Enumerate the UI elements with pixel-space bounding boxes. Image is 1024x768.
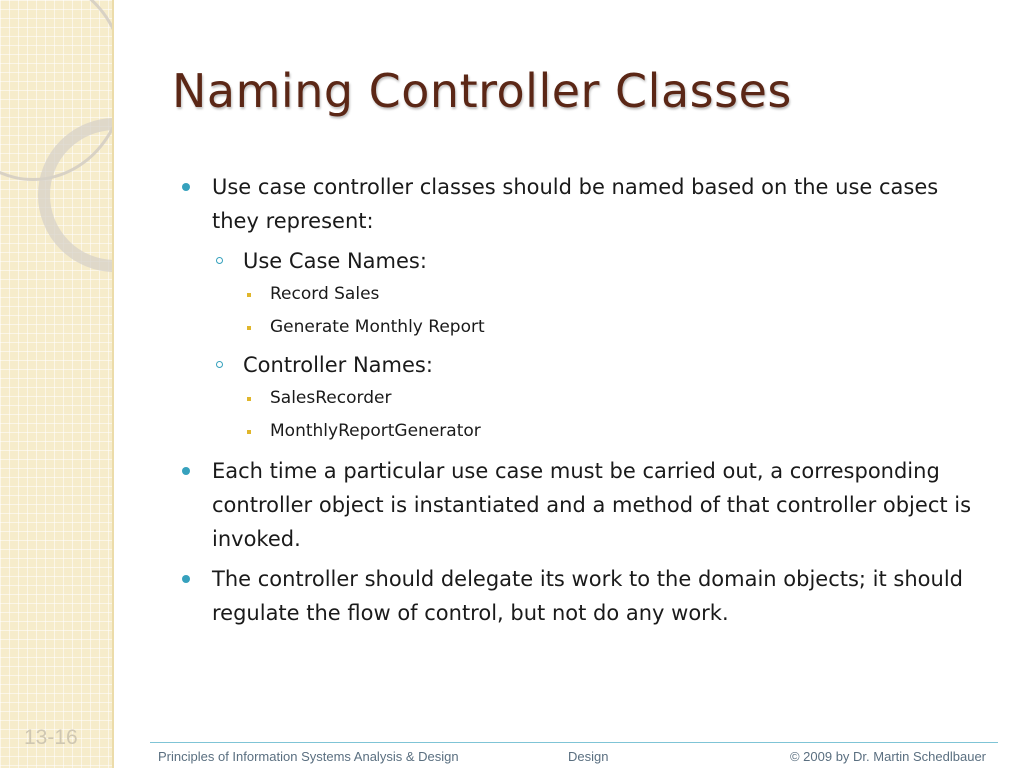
bullet-text: The controller should delegate its work to the domain objects; it should regulate the flow of control, but not do any work. [212, 567, 963, 625]
footer-course-title: Principles of Information Systems Analysis & Design [158, 749, 459, 764]
sub-bullet-item [180, 244, 980, 278]
footer-section: Design [568, 749, 609, 764]
sub-sub-bullet-item [180, 311, 980, 344]
sub-sub-bullet-text: Record Sales [270, 284, 380, 304]
bullet-square-icon [247, 397, 251, 401]
bullet-square-icon [247, 326, 251, 330]
bullet-dot-icon [182, 467, 190, 475]
bullet-item [180, 562, 980, 630]
slide-content [180, 170, 980, 636]
sub-sub-bullet-item [180, 382, 980, 415]
sub-bullet-item [180, 348, 980, 382]
bullet-dot-icon [182, 183, 190, 191]
sub-sub-bullet-item [180, 415, 980, 448]
footer-divider [150, 742, 998, 743]
decorative-sidebar [0, 0, 114, 768]
bullet-item [180, 170, 980, 238]
sub-bullet-text: Controller Names: [243, 353, 433, 377]
footer-copyright: © 2009 by Dr. Martin Schedlbauer [789, 749, 986, 764]
sub-sub-bullet-text: SalesRecorder [270, 388, 392, 408]
sub-bullet-text: Use Case Names: [243, 249, 427, 273]
bullet-square-icon [247, 430, 251, 434]
bullet-ring-icon [216, 361, 223, 368]
bullet-text: Each time a particular use case must be carried out, a corresponding controller object is instantiated and a method of that controller object is invoked. [212, 459, 972, 551]
bullet-square-icon [247, 293, 251, 297]
bullet-item [180, 454, 980, 556]
slide-title: Naming Controller Classes [172, 64, 792, 118]
sub-sub-bullet-text: Generate Monthly Report [270, 317, 485, 337]
slide-number: 13-16 [24, 726, 78, 749]
bullet-dot-icon [182, 575, 190, 583]
sub-sub-bullet-item [180, 278, 980, 311]
bullet-ring-icon [216, 257, 223, 264]
sub-sub-bullet-text: MonthlyReportGenerator [270, 421, 481, 441]
bullet-text: Use case controller classes should be named based on the use cases they represent: [212, 175, 939, 233]
